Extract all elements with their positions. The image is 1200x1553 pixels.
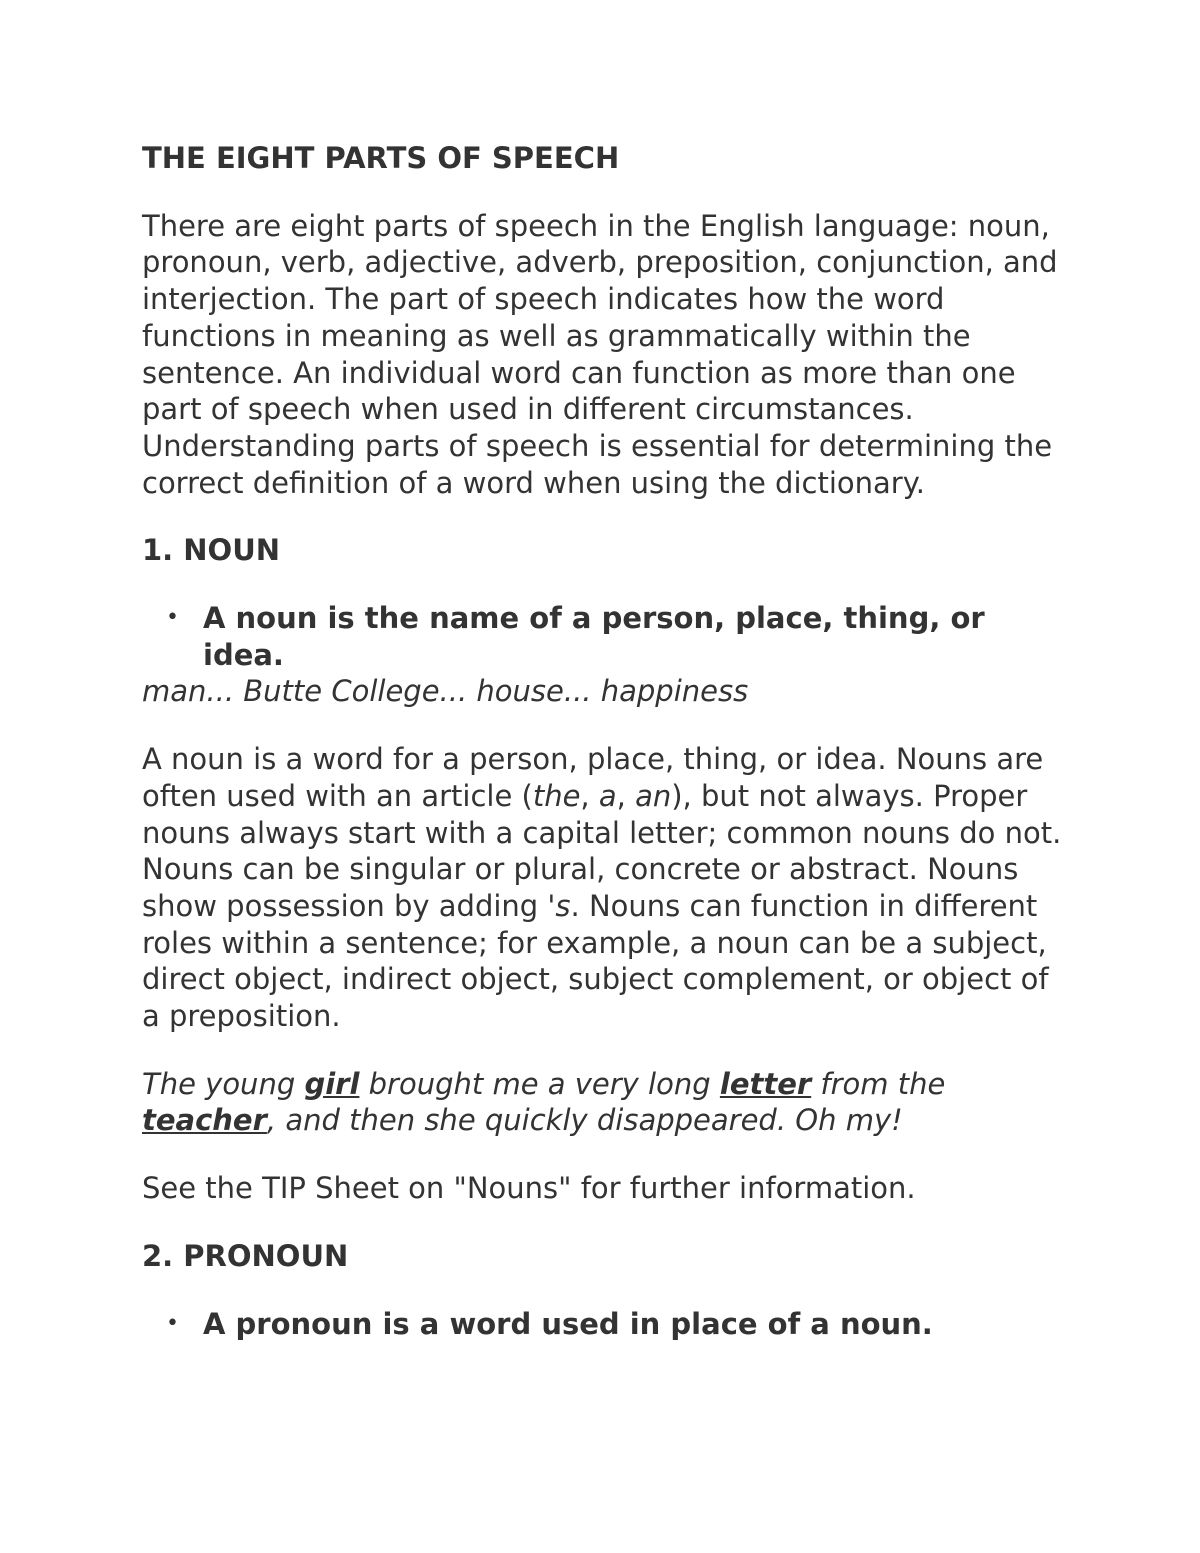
document-page <box>142 140 1072 1342</box>
noun-description-text-1: A noun is a word for a person, place, thing, or idea. Nouns are often used with an article ( <box>142 742 1044 813</box>
sentence-text: , and then she quickly disappeared. Oh my! <box>266 1103 903 1138</box>
sentence-text: from the <box>811 1066 946 1101</box>
section-pronoun <box>142 1238 1072 1342</box>
article-a: a <box>598 778 617 813</box>
noun-tip-reference: See the TIP Sheet on "Nouns" for further information. <box>142 1171 916 1206</box>
possessive-s: s <box>555 888 571 923</box>
noun-definition-list <box>142 600 1072 673</box>
document-title: THE EIGHT PARTS OF SPEECH <box>142 141 620 175</box>
pronoun-definition: A pronoun is a word used in place of a noun. <box>203 1306 933 1341</box>
pronoun-definition-item <box>142 1306 1072 1343</box>
noun-description <box>142 741 1072 1035</box>
sentence-text: The young <box>142 1066 305 1101</box>
section-noun <box>142 532 1072 1207</box>
pronoun-definition-list <box>142 1306 1072 1343</box>
noun-example-sentence <box>142 1066 1072 1139</box>
noun-description-text-3: . Nouns can function in different roles within a sentence; for example, a noun can be a subject, direct object, indirect object, subject complement, or object of a preposition. <box>142 888 1049 1034</box>
separator: , <box>616 778 636 813</box>
intro-paragraph: There are eight parts of speech in the English language: noun, pronoun, verb, adjective, adverb, preposition, conjunction, and interjection. The part of speech indicates how the word functions in meaning as well as grammatically within the sentence. An individual word can function as more than one part of speech when used in different circumstances. Understanding parts of speech is essential for determining the correct definition of a word when using the dictionary. <box>142 208 1058 500</box>
noun-definition-item <box>142 600 1072 673</box>
bullet-icon: • <box>166 605 179 631</box>
highlighted-noun: teacher <box>142 1103 267 1138</box>
noun-definition: A noun is the name of a person, place, thing, or idea. <box>203 601 985 672</box>
pronoun-heading: 2. PRONOUN <box>142 1238 349 1273</box>
article-an: an <box>635 778 672 813</box>
noun-heading: 1. NOUN <box>142 533 281 568</box>
highlighted-noun: letter <box>719 1066 812 1101</box>
noun-description-text-2: ), but not always. Proper nouns always start with a capital letter; common nouns do not. Nouns can be singular or plural, concrete or abstract. Nouns show possession by adding ' <box>142 778 1062 923</box>
sentence-text: brought me a very long <box>359 1066 720 1101</box>
separator: , <box>580 778 599 813</box>
noun-examples: man... Butte College... house... happiness <box>142 674 749 709</box>
bullet-icon: • <box>166 1310 179 1336</box>
article-the: the <box>532 778 581 813</box>
highlighted-noun: girl <box>304 1066 360 1101</box>
